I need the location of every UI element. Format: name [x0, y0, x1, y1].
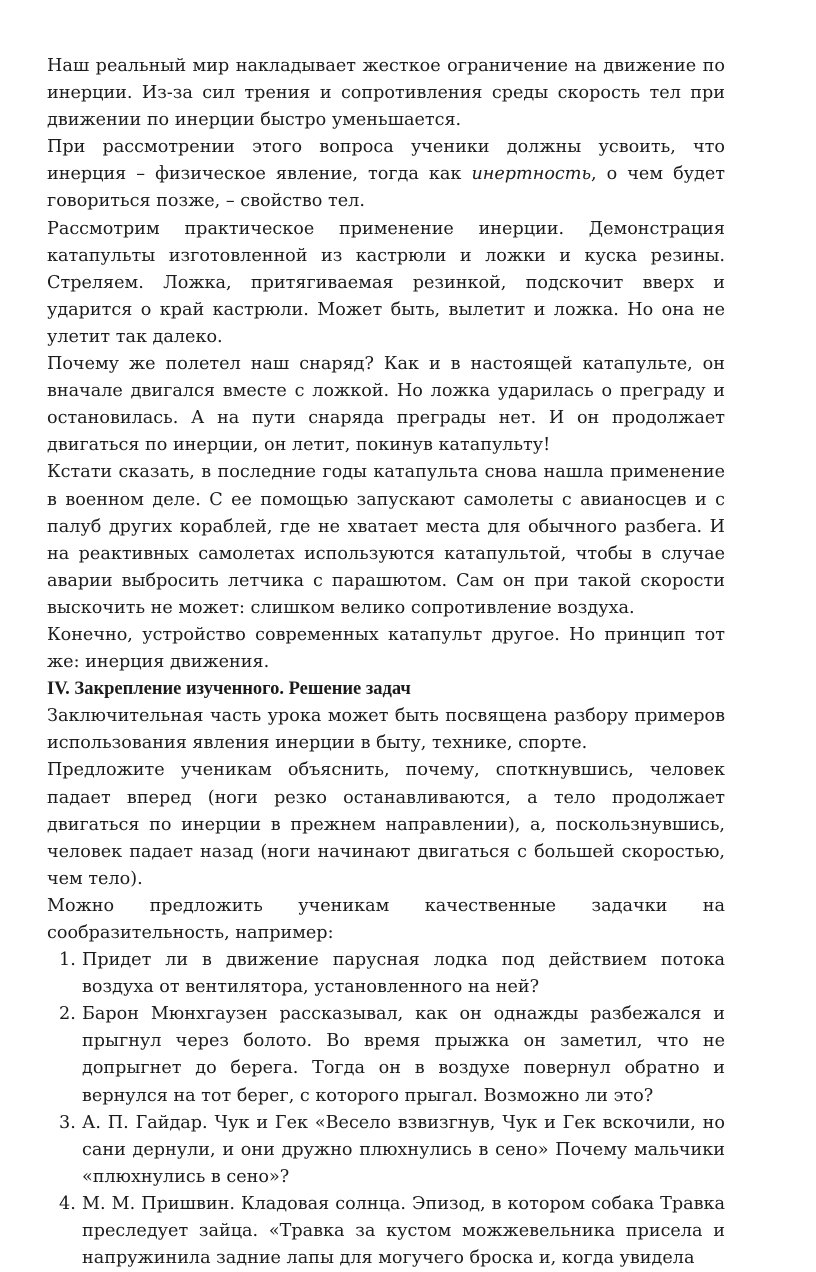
paragraph-4: Почему же полетел наш снаряд? Как и в настоящей катапульте, он вначале двигался вместе с ложкой. Но ложка ударилась о преграду и остановилась. А на пути снаряда преграды нет. И он продолжает двигаться по инерции, он летит, покинув катапульту! — [47, 354, 725, 456]
paragraph-1-text: Наш реальный мир накладывает жесткое ограничение на движение по инерции. Из-за сил трения и сопротивления среды скорость тел при движении по инерции быстро уменьшается. — [47, 56, 725, 131]
paragraph-5: Кстати сказать, в последние годы катапульта снова нашла применение в военном деле. С ее помощью запускают самолеты с авианосцев и с палуб других кораблей, где не хватает места для обычного разбега. И на реактивных самолетах используются катапультой, чтобы в случае аварии выбросить летчика с парашютом. Сам он при такой скорости выскочить не может: слишком велико сопротивление воздуха. — [47, 462, 725, 618]
italic-term: инертность — [471, 164, 592, 185]
paragraph-2-end: , о чем будет говориться позже, – свойство тел. — [47, 164, 725, 212]
section-heading: IV. Закрепление изученного. Решение задач — [47, 679, 411, 700]
list-text: Барон Мюнхгаузен рассказывал, как он однажды разбежался и прыгнул через болото. Во время прыжка он заметил, что не допрыгнет до берега. Тогда он в воздухе повернул обратно и вернулся на тот берег, с которого прыгал. Возможно ли это? — [82, 1004, 725, 1106]
list-number: 2. — [59, 1004, 76, 1025]
list-item — [47, 1191, 725, 1272]
list-text: Придет ли в движение парусная лодка под действием потока воздуха от вентилятора, установленного на ней? — [82, 950, 725, 998]
paragraph-7: Заключительная часть урока может быть посвящена разбору примеров использования явления инерции в быту, технике, спорте. — [47, 706, 725, 754]
list-text: А. П. Гайдар. Чук и Гек «Весело взвизгнув, Чук и Гек вскочили, но сани дернули, и они дружно плюхнулись в сено» Почему мальчики «плюхнулись в сено»? — [82, 1112, 725, 1187]
text-body — [47, 53, 725, 1272]
paragraph-3: Рассмотрим практическое применение инерции. Демонстрация катапульты изготовленной из кастрюли и ложки и куска резины. Стреляем. Ложка, притягиваемая резинкой, подскочит вверх и ударится о край кастрюли. Может быть, вылетит и ложка. Но она не улетит так далеко. — [47, 218, 725, 347]
list-number: 3. — [59, 1112, 76, 1133]
paragraph-1 — [47, 53, 725, 134]
list-text: М. М. Пришвин. Кладовая солнца. Эпизод, в котором собака Травка преследует зайца. «Травка за кустом можжевельника присела и напружинила задние лапы для могучего броска и, когда увидела — [82, 1193, 725, 1269]
paragraph-2-start: При рассмотрении этого вопроса ученики должны усвоить, что инерция – физическое явление, тогда как — [47, 137, 725, 185]
list-item — [47, 1110, 725, 1191]
paragraph-8: Предложите ученикам объяснить, почему, споткнувшись, человек падает вперед (ноги резко останавливаются, а тело продолжает двигаться по инерции в прежнем направлении), а, поскользнувшись, человек падает назад (ноги начинают двигаться с большей скоростью, чем тело). — [47, 760, 725, 889]
list-item — [47, 1001, 725, 1109]
paragraph-9: Можно предложить ученикам качественные задачки на сообразительность, например: — [47, 895, 725, 943]
list-number: 4. — [59, 1193, 76, 1214]
list-item — [47, 947, 725, 1001]
list-number: 1. — [59, 950, 76, 971]
paragraph-2 — [47, 134, 725, 215]
paragraph-6: Конечно, устройство современных катапульт другое. Но принцип тот же: инерция движения. — [47, 624, 725, 673]
task-list — [47, 947, 725, 1272]
